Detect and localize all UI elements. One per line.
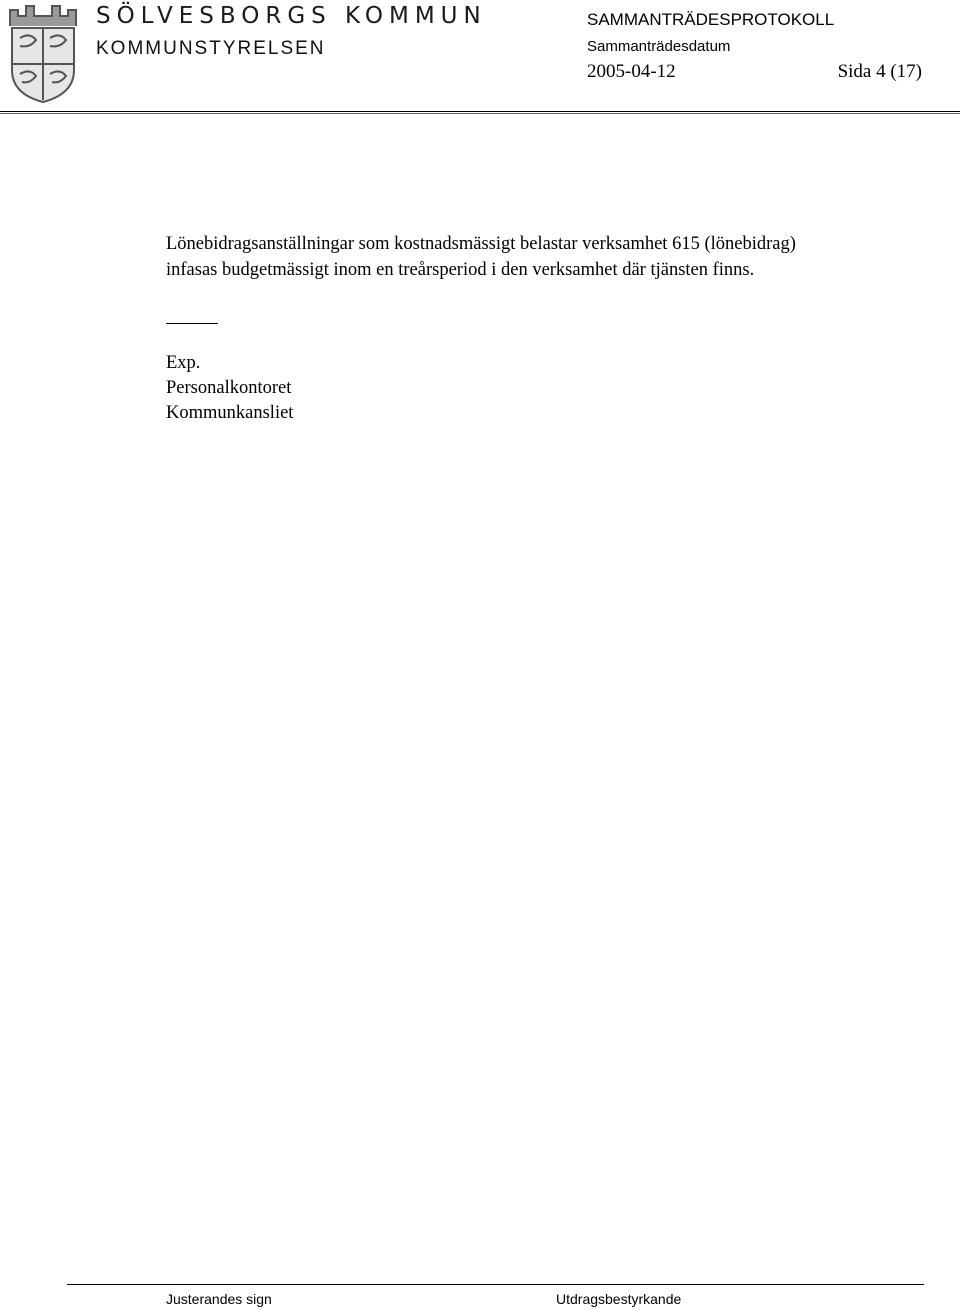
justification-signature-label: Justerandes sign (166, 1291, 272, 1307)
header-divider (0, 111, 960, 112)
meeting-date: 2005-04-12 (587, 61, 676, 82)
paragraph-line: infasas budgetmässigt inom en treårsperiod i den verksamhet där tjänsten finns. (166, 260, 755, 280)
document-type: SAMMANTRÄDESPROTOKOLL (587, 10, 835, 29)
extract-certification-label: Utdragsbestyrkande (556, 1291, 682, 1307)
distribution-recipient: Kommunkansliet (166, 403, 294, 423)
distribution-heading: Exp. (166, 353, 201, 373)
page-number: Sida 4 (17) (837, 61, 922, 82)
board-name: KOMMUNSTYRELSEN (96, 38, 326, 59)
distribution-list (166, 351, 293, 426)
footer-divider (67, 1284, 924, 1285)
section-divider (166, 323, 218, 324)
decision-paragraph (166, 231, 886, 283)
meeting-date-label: Sammanträdesdatum (587, 38, 731, 55)
municipal-crest-icon (6, 2, 80, 106)
municipality-name: SÖLVESBORGS KOMMUN (96, 3, 487, 29)
distribution-recipient: Personalkontoret (166, 378, 292, 398)
paragraph-line: Lönebidragsanställningar som kostnadsmässigt belastar verksamhet 615 (lönebidrag) (166, 234, 796, 254)
